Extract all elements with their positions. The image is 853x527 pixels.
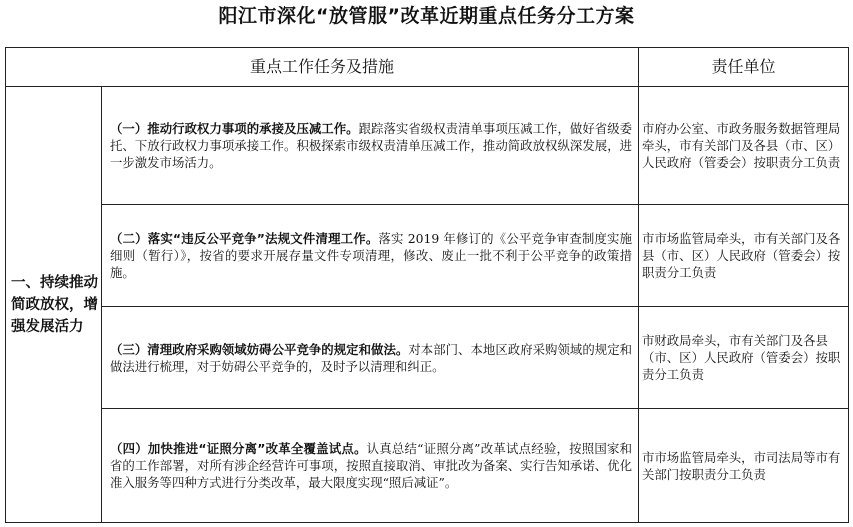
task-heading: （一）推动行政权力事项的承接及压减工作。 (110, 121, 359, 136)
task-heading: （二）落实“违反公平竞争”法规文件清理工作。 (110, 231, 379, 246)
task-cell (102, 205, 639, 307)
unit-cell: 市市场监管局牵头，市司法局等市有关部门按职责分工负责 (639, 409, 849, 523)
category-cell: 一、持续推动简政放权，增强发展活力 (6, 87, 102, 523)
table-row (6, 87, 849, 205)
task-body: 对本部门、本地区政府采购领域的规定和做法进行梳理，对于妨碍公平竞争的，及时予以清理和纠正。 (110, 341, 633, 374)
header-tasks: 重点工作任务及措施 (6, 48, 639, 87)
task-table (5, 47, 849, 523)
table-row (6, 205, 849, 307)
table-row (6, 409, 849, 523)
task-cell (102, 307, 639, 409)
task-heading: （四）加快推进“证照分离”改革全覆盖试点。 (110, 441, 367, 456)
task-body: 认真总结“证照分离”改革试点经验，按照国家和省的工作部署，对所有涉企经营许可事项，按照直接取消、审批改为备案、实行告知承诺、优化准入服务等四种方式进行分类改革，最大限度实现“照后减证”。 (110, 441, 633, 490)
header-units: 责任单位 (639, 48, 849, 87)
task-cell (102, 409, 639, 523)
document-title: 阳江市深化“放管服”改革近期重点任务分工方案 (218, 5, 635, 27)
task-cell (102, 87, 639, 205)
table-row (6, 307, 849, 409)
unit-cell: 市财政局牵头，市有关部门及各县（市、区）人民政府（管委会）按职责分工负责 (639, 307, 849, 409)
task-body: 落实 2019 年修订的《公平竞争审查制度实施细则（暂行）》，按省的要求开展存量文件专项清理，修改、废止一批不利于公平竞争的政策措施。 (110, 231, 633, 280)
task-heading: （三）清理政府采购领域妨碍公平竞争的规定和做法。 (110, 341, 409, 357)
unit-cell: 市府办公室、市政务服务数据管理局牵头，市有关部门及各县（市、区）人民政府（管委会）按职责分工负责 (639, 87, 849, 205)
task-body: 跟踪落实省级权责清单事项压减工作，做好省级委托、下放行政权力事项承接工作。积极探索市级权责清单压减工作，推动简政放权纵深发展，进一步激发市场活力。 (110, 121, 633, 170)
unit-cell: 市市场监管局牵头，市有关部门及各县（市、区）人民政府（管委会）按职责分工负责 (639, 205, 849, 307)
table-header-row (6, 48, 849, 87)
